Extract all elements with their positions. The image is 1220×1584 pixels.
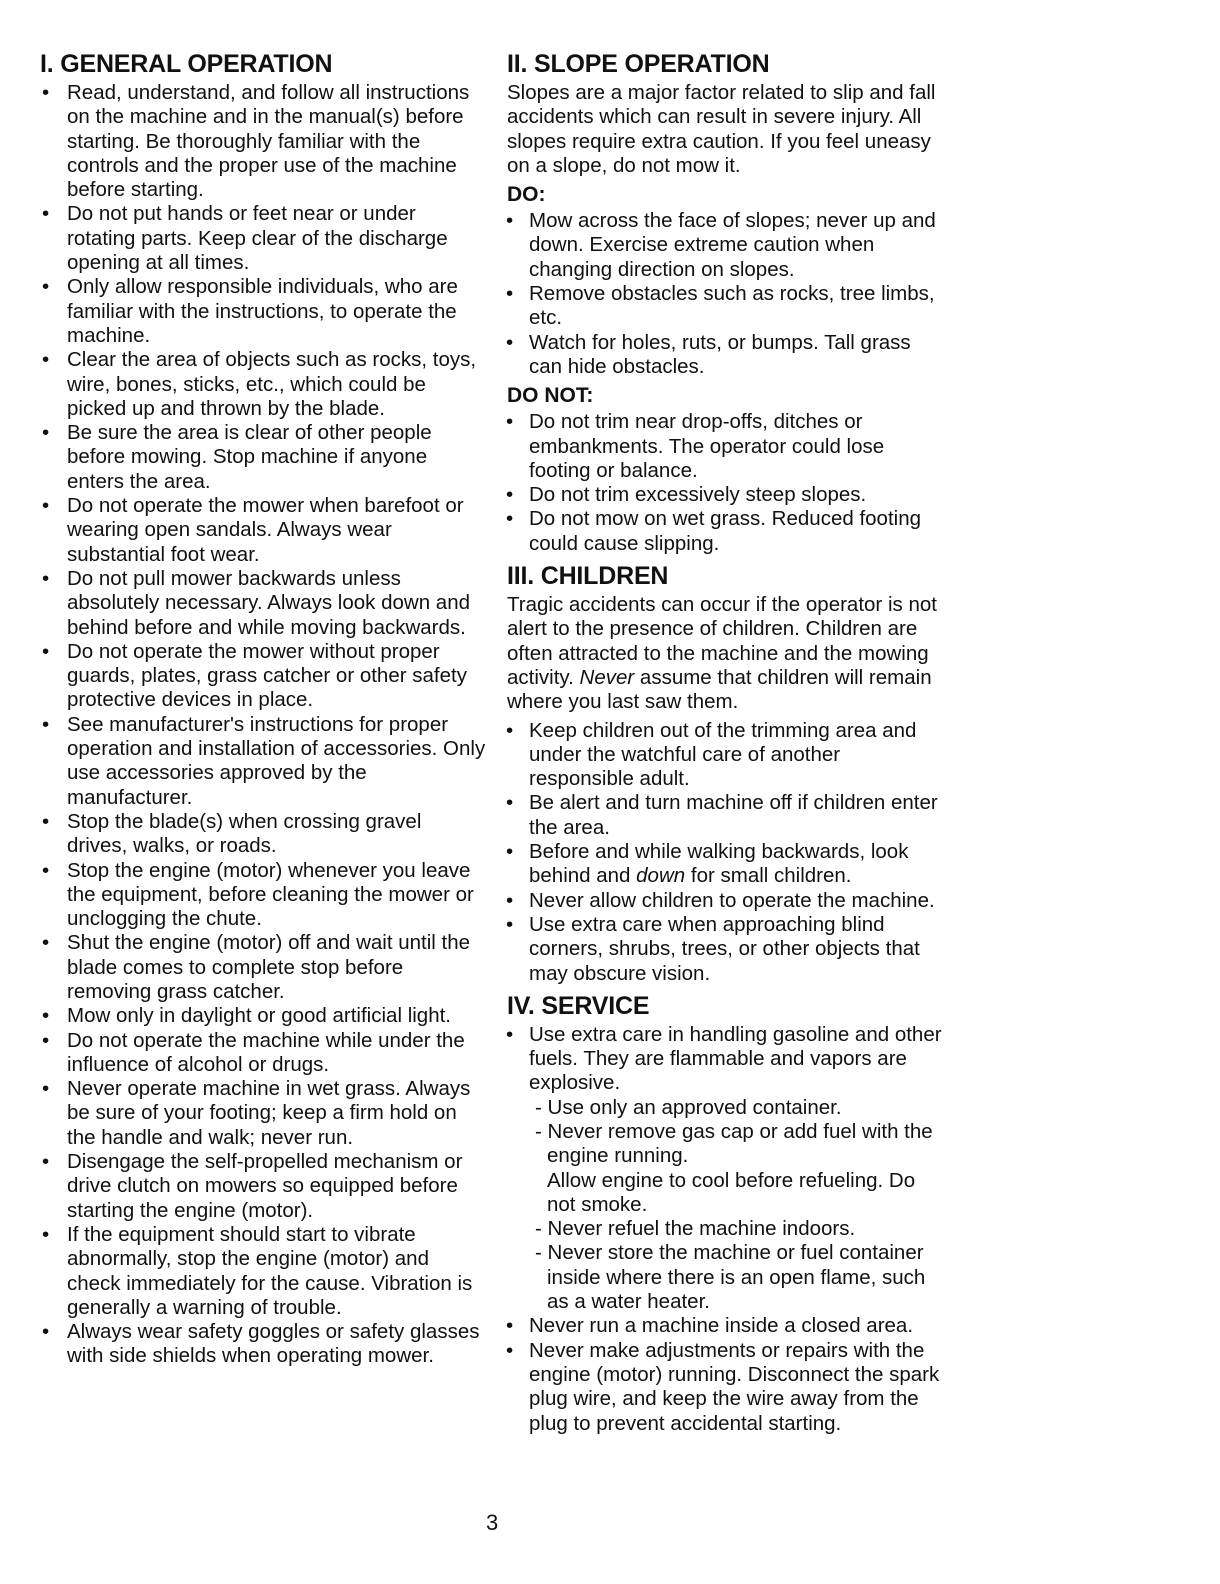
- list-item: • Disengage the self-propelled mechanism or drive clutch on mowers so equipped before starting the engine (motor).: [40, 1150, 486, 1223]
- list-item: • If the equipment should start to vibrate abnormally, stop the engine (motor) and check immediately for the cause. Vibration is generally a warning of trouble.: [40, 1223, 486, 1320]
- slope-intro: Slopes are a major factor related to slip and fall accidents which can result in severe injury. All slopes require extra caution. If you feel uneasy on a slope, do not mow it.: [507, 81, 936, 177]
- list-item: • Only allow responsible individuals, who are familiar with the instructions, to operate the machine.: [40, 275, 486, 348]
- children-heading: III. CHILDREN: [507, 562, 669, 591]
- sub-item: - Use only an approved container.: [535, 1095, 842, 1119]
- list-item: [507, 1023, 947, 1315]
- list-item: • Do not mow on wet grass. Reduced footing could cause slipping.: [507, 507, 947, 556]
- general-operation-heading: I. GENERAL OPERATION: [40, 50, 333, 78]
- service-heading: IV. SERVICE: [507, 991, 650, 1020]
- list-item: • Use extra care when approaching blind corners, shrubs, trees, or other objects that may obscure vision.: [507, 913, 947, 986]
- list-item: • Mow only in daylight or good artificial light.: [40, 1004, 486, 1028]
- list-item: • Stop the engine (motor) whenever you leave the equipment, before cleaning the mower or unclogging the chute.: [40, 859, 486, 932]
- list-item: • Be sure the area is clear of other people before mowing. Stop machine if anyone enters the area.: [40, 421, 486, 494]
- service-sub-list: [529, 1096, 947, 1315]
- service-section: [507, 992, 947, 1436]
- do-not-label: DO NOT:: [507, 384, 594, 408]
- general-operation-list: [40, 81, 486, 1369]
- list-item: • Watch for holes, ruts, or bumps. Tall grass can hide obstacles.: [507, 331, 947, 380]
- list-item-text-end: for small children.: [685, 864, 852, 888]
- list-item: • Never make adjustments or repairs with the engine (motor) running. Disconnect the spark plug wire, and keep the wire away from the plug to prevent accidental starting.: [507, 1339, 947, 1436]
- list-item-emphasis: down: [636, 864, 686, 888]
- children-intro-emphasis: Never: [579, 665, 635, 689]
- list-item: • Do not put hands or feet near or under rotating parts. Keep clear of the discharge opening at all times.: [40, 202, 486, 275]
- list-item: • See manufacturer's instructions for proper operation and installation of accessories. Only use accessories approved by the manufacturer.: [40, 713, 486, 810]
- children-section: [507, 562, 947, 986]
- slope-do-not-list: [507, 410, 947, 556]
- right-column: [507, 50, 947, 1442]
- sub-item: - Never remove gas cap or add fuel with the engine running.: [535, 1119, 933, 1168]
- slope-operation-heading: II. SLOPE OPERATION: [507, 50, 770, 78]
- list-item: • Never operate machine in wet grass. Always be sure of your footing; keep a firm hold on the handle and walk; never run.: [40, 1077, 486, 1150]
- sub-item: - Never store the machine or fuel container inside where there is an open flame, such as a water heater.: [535, 1241, 926, 1314]
- page-number: 3: [486, 1510, 499, 1535]
- children-intro-text-end: assume that children will remain where you last saw them.: [507, 665, 932, 714]
- list-item: • Be alert and turn machine off if children enter the area.: [507, 791, 947, 840]
- list-item: • Stop the blade(s) when crossing gravel drives, walks, or roads.: [40, 810, 486, 859]
- list-item: • Do not operate the mower when barefoot or wearing open sandals. Always wear substantial foot wear.: [40, 494, 486, 567]
- service-list: [507, 1023, 947, 1436]
- children-intro: [507, 593, 947, 714]
- list-item: • Remove obstacles such as rocks, tree limbs, etc.: [507, 282, 947, 331]
- list-item: • Read, understand, and follow all instructions on the machine and in the manual(s) before starting. Be thoroughly familiar with the controls and the proper use of the machine before starting.: [40, 81, 486, 202]
- list-item: • Do not pull mower backwards unless absolutely necessary. Always look down and behind before and while moving backwards.: [40, 567, 486, 640]
- list-item: • Do not trim excessively steep slopes.: [507, 483, 947, 507]
- list-item: • Always wear safety goggles or safety glasses with side shields when operating mower.: [40, 1320, 486, 1369]
- list-item: • Shut the engine (motor) off and wait until the blade comes to complete stop before removing grass catcher.: [40, 931, 486, 1004]
- slope-do-list: [507, 209, 947, 379]
- children-list: [507, 719, 947, 986]
- list-item-text: Use extra care in handling gasoline and other fuels. They are flammable and vapors are explosive.: [529, 1022, 942, 1095]
- sub-item: - Never refuel the machine indoors.: [535, 1217, 856, 1241]
- list-item: • Do not operate the mower without proper guards, plates, grass catcher or other safety protective devices in place.: [40, 640, 486, 713]
- list-item-text: Before and while walking backwards, look behind and: [529, 840, 909, 888]
- list-item: • Never allow children to operate the machine.: [507, 889, 947, 913]
- do-label: DO:: [507, 183, 546, 207]
- slope-operation-section: [507, 50, 947, 556]
- list-item: • Mow across the face of slopes; never up and down. Exercise extreme caution when changing direction on slopes.: [507, 209, 947, 282]
- children-intro-text: Tragic accidents can occur if the operator is not alert to the presence of children. Children are often attracted to the machine and the mowing activity.: [507, 593, 937, 689]
- list-item: • Clear the area of objects such as rocks, toys, wire, bones, sticks, etc., which could be picked up and thrown by the blade.: [40, 348, 486, 421]
- list-item: • Never run a machine inside a closed area.: [507, 1314, 947, 1338]
- list-item: • Keep children out of the trimming area and under the watchful care of another responsible adult.: [507, 719, 947, 792]
- list-item: • Do not trim near drop-offs, ditches or embankments. The operator could lose footing or balance.: [507, 410, 947, 483]
- left-column: [40, 50, 486, 1369]
- sub-item-continuation: Allow engine to cool before refueling. Do not smoke.: [547, 1168, 916, 1216]
- list-item: [507, 840, 947, 889]
- list-item: • Do not operate the machine while under the influence of alcohol or drugs.: [40, 1029, 486, 1078]
